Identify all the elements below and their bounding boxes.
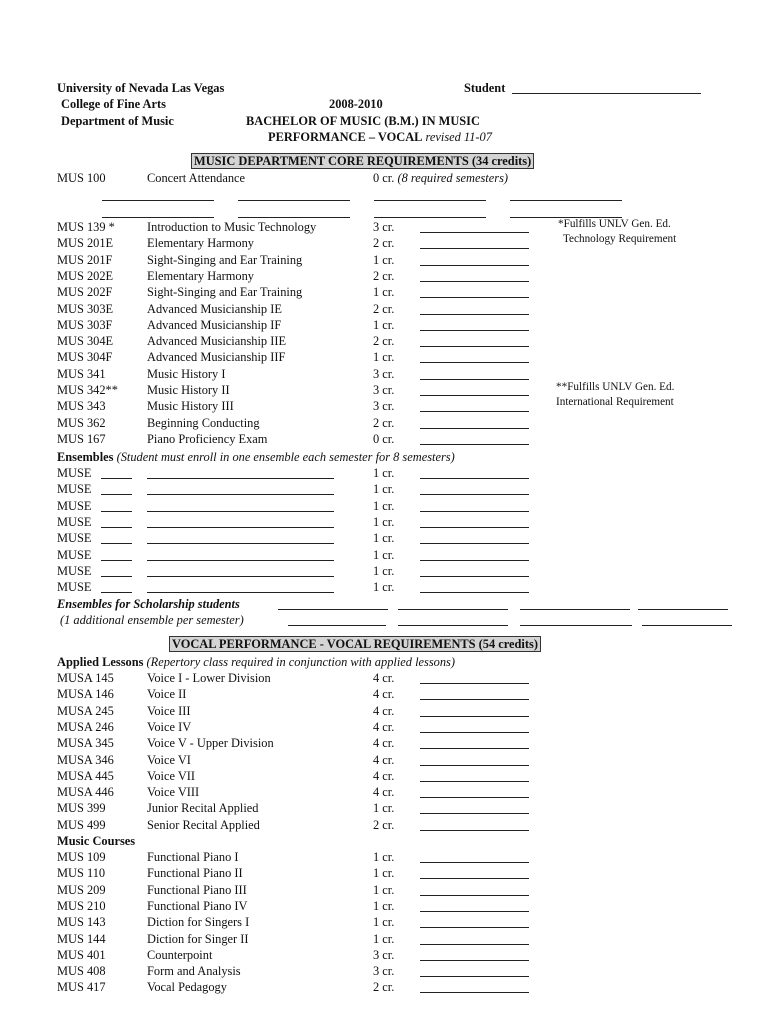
course-code: MUS 202E xyxy=(57,268,114,283)
course-credits: 4 cr. xyxy=(373,752,395,767)
course-title: Elementary Harmony xyxy=(147,236,255,251)
attendance-credits: 0 cr. xyxy=(373,171,395,185)
course-credits: 1 cr. xyxy=(373,350,395,365)
degree-title: BACHELOR OF MUSIC (B.M.) IN MUSIC xyxy=(246,114,480,128)
attendance-semester-line[interactable] xyxy=(238,217,350,218)
course-title: Voice I - Lower Division xyxy=(147,671,271,685)
course-code: MUS 202F xyxy=(57,285,113,300)
course-code: MUS 201E xyxy=(57,236,114,251)
course-title: Diction for Singers I xyxy=(147,915,250,930)
course-grade-line[interactable] xyxy=(420,232,529,233)
course-grade-line[interactable] xyxy=(420,765,529,766)
course-credits: 4 cr. xyxy=(373,768,395,783)
course-title: Sight-Singing and Ear Training xyxy=(147,285,303,300)
ensemble-credits: 1 cr. xyxy=(373,580,395,595)
attendance-code: MUS 100 xyxy=(57,171,106,185)
department-name: Department of Music xyxy=(61,114,174,128)
course-code: MUSA 445 xyxy=(57,768,114,783)
years: 2008-2010 xyxy=(329,97,383,111)
course-code: MUS 143 xyxy=(57,915,106,930)
course-grade-line[interactable] xyxy=(420,699,529,700)
course-credits: 3 cr. xyxy=(373,220,395,234)
course-title: Music History II xyxy=(147,383,230,397)
course-code: MUSA 345 xyxy=(57,736,114,751)
course-title: Junior Recital Applied xyxy=(147,801,259,816)
course-grade-line[interactable] xyxy=(420,395,529,396)
ensemble-number-line[interactable] xyxy=(101,511,132,512)
ensemble-number-line[interactable] xyxy=(101,543,132,544)
course-title: Voice III xyxy=(147,703,191,718)
ensemble-grade-line[interactable] xyxy=(420,543,529,544)
ensemble-name-line[interactable] xyxy=(147,527,334,528)
program-line xyxy=(268,130,492,144)
ensemble-credits: 1 cr. xyxy=(373,531,395,546)
attendance-semester-line[interactable] xyxy=(374,217,486,218)
course-code: MUS 303F xyxy=(57,317,113,332)
scholarship-label: Ensembles for Scholarship students xyxy=(57,597,240,611)
ensemble-number-line[interactable] xyxy=(101,494,132,495)
course-credits: 4 cr. xyxy=(373,687,395,702)
course-title: Elementary Harmony xyxy=(147,268,255,283)
ensemble-grade-line[interactable] xyxy=(420,560,529,561)
course-grade-line[interactable] xyxy=(420,911,529,912)
scholarship-line[interactable] xyxy=(520,609,630,610)
ensemble-number-line[interactable] xyxy=(101,478,132,479)
applied-heading xyxy=(57,655,455,669)
attendance-note: (8 required semesters) xyxy=(397,171,509,185)
ensemble-name-line[interactable] xyxy=(147,543,334,544)
course-title: Form and Analysis xyxy=(147,964,241,979)
course-code: MUS 167 xyxy=(57,431,106,446)
course-grade-line[interactable] xyxy=(420,927,529,928)
course-code: MUS 343 xyxy=(57,399,106,414)
course-grade-line[interactable] xyxy=(420,895,529,896)
ensemble-code: MUSE xyxy=(57,514,92,529)
course-title: Piano Proficiency Exam xyxy=(147,431,268,446)
course-grade-line[interactable] xyxy=(420,281,529,282)
course-grade-line[interactable] xyxy=(420,960,529,961)
ensemble-credits: 1 cr. xyxy=(373,547,395,562)
course-title: Functional Piano III xyxy=(147,882,247,897)
course-grade-line[interactable] xyxy=(420,314,529,315)
course-grade-line[interactable] xyxy=(420,976,529,977)
ensemble-credits: 1 cr. xyxy=(373,514,395,529)
course-credits: 1 cr. xyxy=(373,850,395,864)
course-credits: 2 cr. xyxy=(373,301,395,316)
applied-label: Applied Lessons xyxy=(57,655,144,669)
ensemble-name-line[interactable] xyxy=(147,560,334,561)
course-title: Advanced Musicianship IIF xyxy=(147,350,286,365)
course-code: MUS 201F xyxy=(57,252,113,267)
course-credits: 2 cr. xyxy=(373,980,395,995)
course-title: Functional Piano IV xyxy=(147,898,248,913)
course-title: Vocal Pedagogy xyxy=(147,980,227,995)
ensemble-number-line[interactable] xyxy=(101,527,132,528)
course-code: MUS 144 xyxy=(57,931,106,946)
course-title: Senior Recital Applied xyxy=(147,817,260,832)
course-title: Beginning Conducting xyxy=(147,415,260,430)
course-title: Introduction to Music Technology xyxy=(147,220,317,234)
attendance-semester-line[interactable] xyxy=(102,217,214,218)
core-section-title: MUSIC DEPARTMENT CORE REQUIREMENTS (34 credits) xyxy=(191,153,534,169)
scholarship-line[interactable] xyxy=(398,625,508,626)
student-name-line[interactable] xyxy=(512,93,701,94)
ensemble-credits: 1 cr. xyxy=(373,498,395,513)
course-code: MUSA 346 xyxy=(57,752,114,767)
ensembles-label: Ensembles xyxy=(57,450,114,464)
course-title: Voice VII xyxy=(147,768,196,783)
ensemble-grade-line[interactable] xyxy=(420,511,529,512)
scholarship-line[interactable] xyxy=(398,609,508,610)
ensemble-name-line[interactable] xyxy=(147,478,334,479)
course-credits: 2 cr. xyxy=(373,268,395,283)
student-label: Student xyxy=(464,81,506,95)
course-credits: 2 cr. xyxy=(373,236,395,251)
course-credits: 1 cr. xyxy=(373,898,395,913)
course-credits: 3 cr. xyxy=(373,964,395,979)
attendance-semester-line[interactable] xyxy=(374,200,486,201)
course-credits: 2 cr. xyxy=(373,334,395,349)
course-credits: 1 cr. xyxy=(373,252,395,267)
course-credits: 4 cr. xyxy=(373,703,395,718)
ensemble-name-line[interactable] xyxy=(147,494,334,495)
ensemble-code: MUSE xyxy=(57,563,92,578)
ensemble-grade-line[interactable] xyxy=(420,527,529,528)
course-grade-line[interactable] xyxy=(420,862,529,863)
course-code: MUSA 246 xyxy=(57,719,114,734)
ensemble-code: MUSE xyxy=(57,482,92,497)
course-credits: 4 cr. xyxy=(373,785,395,800)
course-credits: 3 cr. xyxy=(373,383,395,397)
ensemble-name-line[interactable] xyxy=(147,576,334,577)
course-grade-line[interactable] xyxy=(420,813,529,814)
course-grade-line[interactable] xyxy=(420,330,529,331)
course-title: Functional Piano I xyxy=(147,850,239,864)
course-credits: 1 cr. xyxy=(373,931,395,946)
course-title: Advanced Musicianship IF xyxy=(147,317,282,332)
ensemble-grade-line[interactable] xyxy=(420,576,529,577)
course-grade-line[interactable] xyxy=(420,346,529,347)
course-title: Music History III xyxy=(147,399,234,414)
course-credits: 1 cr. xyxy=(373,866,395,881)
course-grade-line[interactable] xyxy=(420,683,529,684)
revised-date: revised 11-07 xyxy=(425,130,492,144)
course-credits: 2 cr. xyxy=(373,415,395,430)
course-credits: 1 cr. xyxy=(373,915,395,930)
ensemble-name-line[interactable] xyxy=(147,592,334,593)
course-code: MUS 304E xyxy=(57,334,114,349)
course-grade-line[interactable] xyxy=(420,379,529,380)
course-grade-line[interactable] xyxy=(420,265,529,266)
course-grade-line[interactable] xyxy=(420,732,529,733)
course-credits: 1 cr. xyxy=(373,801,395,816)
course-grade-line[interactable] xyxy=(420,411,529,412)
ensemble-number-line[interactable] xyxy=(101,592,132,593)
applied-note: (Repertory class required in conjunction with applied lessons) xyxy=(146,655,455,669)
intl-note-line1: **Fulfills UNLV Gen. Ed. xyxy=(556,381,675,393)
course-grade-line[interactable] xyxy=(420,781,529,782)
ensemble-credits: 1 cr. xyxy=(373,466,395,480)
course-grade-line[interactable] xyxy=(420,716,529,717)
attendance-semester-line[interactable] xyxy=(102,200,214,201)
course-title: Voice VIII xyxy=(147,785,200,800)
course-grade-line[interactable] xyxy=(420,830,529,831)
ensemble-name-line[interactable] xyxy=(147,511,334,512)
course-grade-line[interactable] xyxy=(420,878,529,879)
ensemble-number-line[interactable] xyxy=(101,560,132,561)
scholarship-line[interactable] xyxy=(278,609,388,610)
ensemble-number-line[interactable] xyxy=(101,576,132,577)
course-title: Voice V - Upper Division xyxy=(147,736,274,751)
course-code: MUS 341 xyxy=(57,366,106,381)
course-grade-line[interactable] xyxy=(420,797,529,798)
course-title: Diction for Singer II xyxy=(147,931,249,946)
attendance-credits-line xyxy=(373,171,508,185)
course-credits: 0 cr. xyxy=(373,431,395,446)
scholarship-note: (1 additional ensemble per semester) xyxy=(60,613,244,627)
course-grade-line[interactable] xyxy=(420,297,529,298)
course-credits: 1 cr. xyxy=(373,882,395,897)
music-courses-label: Music Courses xyxy=(57,834,136,848)
course-credits: 1 cr. xyxy=(373,285,395,300)
course-code: MUS 209 xyxy=(57,882,106,897)
ensemble-code: MUSE xyxy=(57,531,92,546)
course-code: MUS 110 xyxy=(57,866,106,881)
scholarship-line[interactable] xyxy=(288,625,386,626)
course-credits: 2 cr. xyxy=(373,817,395,832)
course-code: MUS 401 xyxy=(57,947,106,962)
attendance-semester-line[interactable] xyxy=(238,200,350,201)
course-grade-line[interactable] xyxy=(420,992,529,993)
ensemble-grade-line[interactable] xyxy=(420,494,529,495)
college-name: College of Fine Arts xyxy=(61,97,166,111)
course-code: MUS 304F xyxy=(57,350,113,365)
course-code: MUS 362 xyxy=(57,415,106,430)
ensemble-code: MUSE xyxy=(57,547,92,562)
course-title: Voice IV xyxy=(147,719,192,734)
course-title: Counterpoint xyxy=(147,947,213,962)
vocal-section-title: VOCAL PERFORMANCE - VOCAL REQUIREMENTS (54 credits) xyxy=(169,636,541,652)
course-code: MUS 109 xyxy=(57,850,106,864)
course-grade-line[interactable] xyxy=(420,748,529,749)
course-credits: 3 cr. xyxy=(373,399,395,414)
ensemble-code: MUSE xyxy=(57,498,92,513)
course-title: Functional Piano II xyxy=(147,866,243,881)
course-code: MUS 408 xyxy=(57,964,106,979)
course-code: MUSA 145 xyxy=(57,671,114,685)
course-title: Advanced Musicianship IIE xyxy=(147,334,287,349)
course-grade-line[interactable] xyxy=(420,248,529,249)
ensemble-credits: 1 cr. xyxy=(373,482,395,497)
course-grade-line[interactable] xyxy=(420,428,529,429)
course-code: MUSA 446 xyxy=(57,785,114,800)
intl-note-line2: International Requirement xyxy=(556,396,674,408)
course-code: MUS 303E xyxy=(57,301,114,316)
ensemble-grade-line[interactable] xyxy=(420,592,529,593)
course-code: MUS 399 xyxy=(57,801,106,816)
course-code: MUS 499 xyxy=(57,817,106,832)
course-code: MUS 342** xyxy=(57,383,118,397)
course-title: Voice II xyxy=(147,687,187,702)
course-title: Voice VI xyxy=(147,752,191,767)
tech-note-line2: Technology Requirement xyxy=(563,233,677,245)
course-credits: 4 cr. xyxy=(373,671,395,685)
course-title: Sight-Singing and Ear Training xyxy=(147,252,303,267)
ensemble-code: MUSE xyxy=(57,580,92,595)
scholarship-line[interactable] xyxy=(642,625,732,626)
course-grade-line[interactable] xyxy=(420,944,529,945)
ensembles-note: (Student must enroll in one ensemble each semester for 8 semesters) xyxy=(116,450,455,464)
course-credits: 4 cr. xyxy=(373,719,395,734)
course-code: MUSA 245 xyxy=(57,703,114,718)
university-name: University of Nevada Las Vegas xyxy=(57,81,225,95)
scholarship-line[interactable] xyxy=(638,609,728,610)
course-title: Music History I xyxy=(147,366,226,381)
course-credits: 3 cr. xyxy=(373,947,395,962)
course-code: MUSA 146 xyxy=(57,687,114,702)
attendance-semester-line[interactable] xyxy=(510,200,622,201)
course-code: MUS 139 * xyxy=(57,220,115,234)
ensemble-code: MUSE xyxy=(57,466,92,480)
tech-note-line1: *Fulfills UNLV Gen. Ed. xyxy=(558,218,671,230)
ensembles-heading xyxy=(57,450,455,464)
course-code: MUS 417 xyxy=(57,980,106,995)
ensemble-grade-line[interactable] xyxy=(420,478,529,479)
course-credits: 1 cr. xyxy=(373,317,395,332)
course-credits: 4 cr. xyxy=(373,736,395,751)
course-grade-line[interactable] xyxy=(420,362,529,363)
ensemble-credits: 1 cr. xyxy=(373,563,395,578)
program-title: PERFORMANCE – VOCAL xyxy=(268,130,423,144)
course-code: MUS 210 xyxy=(57,898,106,913)
course-grade-line[interactable] xyxy=(420,444,529,445)
course-credits: 3 cr. xyxy=(373,366,395,381)
scholarship-line[interactable] xyxy=(520,625,632,626)
course-title: Advanced Musicianship IE xyxy=(147,301,282,316)
attendance-title: Concert Attendance xyxy=(147,171,246,185)
